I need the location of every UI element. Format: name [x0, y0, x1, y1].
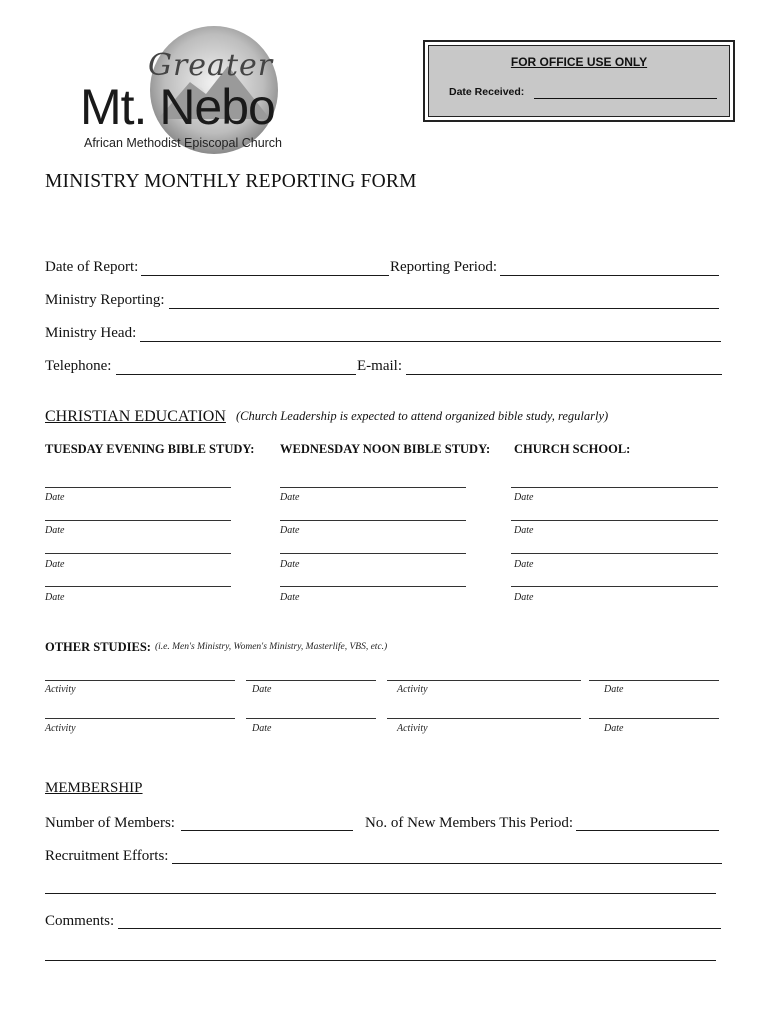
wednesday-date-field[interactable] — [280, 586, 466, 587]
recruitment-efforts-field[interactable] — [172, 863, 722, 864]
telephone-field[interactable] — [116, 374, 356, 375]
tuesday-date-field[interactable] — [45, 586, 231, 587]
church-logo — [78, 24, 328, 164]
date-received-label: Date Received: — [449, 86, 525, 98]
activity-field[interactable] — [45, 680, 235, 681]
date-caption: Date — [280, 492, 300, 503]
ministry-head-label: Ministry Head: — [45, 325, 137, 341]
ministry-reporting-field[interactable] — [169, 308, 719, 309]
wednesday-date-field[interactable] — [280, 520, 466, 521]
form-title: MINISTRY MONTHLY REPORTING FORM — [45, 171, 417, 192]
wednesday-date-field[interactable] — [280, 487, 466, 488]
date-caption: Date — [45, 492, 65, 503]
new-members-field[interactable] — [576, 830, 719, 831]
office-use-panel — [428, 45, 730, 117]
christian-education-heading: CHRISTIAN EDUCATION — [45, 408, 226, 425]
date-caption: Date — [604, 684, 624, 695]
date-caption: Date — [252, 723, 272, 734]
number-of-members-label: Number of Members: — [45, 815, 175, 831]
email-label: E-mail: — [357, 358, 402, 374]
comments-field[interactable] — [118, 928, 721, 929]
activity-field[interactable] — [387, 680, 581, 681]
date-caption: Date — [280, 559, 300, 570]
activity-field[interactable] — [387, 718, 581, 719]
logo-subtitle: African Methodist Episcopal Church — [84, 136, 283, 150]
membership-heading: MEMBERSHIP — [45, 780, 143, 796]
date-caption: Date — [604, 723, 624, 734]
new-members-label: No. of New Members This Period: — [365, 815, 574, 831]
activity-caption: Activity — [397, 684, 428, 695]
church-school-header: CHURCH SCHOOL: — [514, 442, 631, 456]
activity-date-field[interactable] — [589, 680, 719, 681]
comments-field-continued[interactable] — [45, 960, 716, 961]
church-school-date-field[interactable] — [511, 553, 718, 554]
activity-caption: Activity — [45, 723, 76, 734]
ministry-head-field[interactable] — [140, 341, 721, 342]
tuesday-study-header: TUESDAY EVENING BIBLE STUDY: — [45, 442, 255, 456]
date-caption: Date — [514, 492, 534, 503]
date-received-field[interactable] — [534, 98, 717, 99]
activity-date-field[interactable] — [246, 718, 376, 719]
reporting-period-label: Reporting Period: — [390, 259, 498, 275]
date-caption: Date — [280, 525, 300, 536]
wednesday-date-field[interactable] — [280, 553, 466, 554]
activity-caption: Activity — [45, 684, 76, 695]
office-use-title: FOR OFFICE USE ONLY — [510, 55, 648, 69]
logo-name: Mt. Nebo — [80, 79, 275, 135]
tuesday-date-field[interactable] — [45, 487, 231, 488]
other-studies-note: (i.e. Men's Ministry, Women's Ministry, Masterlife, VBS, etc.) — [155, 642, 388, 652]
reporting-period-field[interactable] — [500, 275, 719, 276]
tuesday-date-field[interactable] — [45, 520, 231, 521]
ministry-reporting-label: Ministry Reporting: — [45, 292, 165, 308]
comments-label: Comments: — [45, 913, 115, 929]
activity-field[interactable] — [45, 718, 235, 719]
logo-script-word: Greater — [148, 48, 274, 83]
recruitment-efforts-label: Recruitment Efforts: — [45, 848, 169, 864]
date-caption: Date — [45, 525, 65, 536]
date-caption: Date — [45, 559, 65, 570]
church-school-date-field[interactable] — [511, 487, 718, 488]
date-of-report-field[interactable] — [141, 275, 389, 276]
date-caption: Date — [252, 684, 272, 695]
email-field[interactable] — [406, 374, 722, 375]
activity-date-field[interactable] — [589, 718, 719, 719]
activity-caption: Activity — [397, 723, 428, 734]
tuesday-date-field[interactable] — [45, 553, 231, 554]
church-school-date-field[interactable] — [511, 520, 718, 521]
church-school-date-field[interactable] — [511, 586, 718, 587]
date-caption: Date — [45, 592, 65, 603]
recruitment-efforts-field-continued[interactable] — [45, 893, 716, 894]
activity-date-field[interactable] — [246, 680, 376, 681]
number-of-members-field[interactable] — [181, 830, 353, 831]
date-caption: Date — [514, 525, 534, 536]
other-studies-label: OTHER STUDIES: — [45, 640, 151, 654]
date-caption: Date — [514, 592, 534, 603]
date-caption: Date — [280, 592, 300, 603]
christian-education-note: (Church Leadership is expected to attend organized bible study, regularly) — [236, 409, 609, 423]
telephone-label: Telephone: — [45, 358, 112, 374]
date-caption: Date — [514, 559, 534, 570]
date-of-report-label: Date of Report: — [45, 259, 139, 275]
wednesday-study-header: WEDNESDAY NOON BIBLE STUDY: — [280, 442, 491, 456]
office-use-box — [423, 40, 735, 122]
